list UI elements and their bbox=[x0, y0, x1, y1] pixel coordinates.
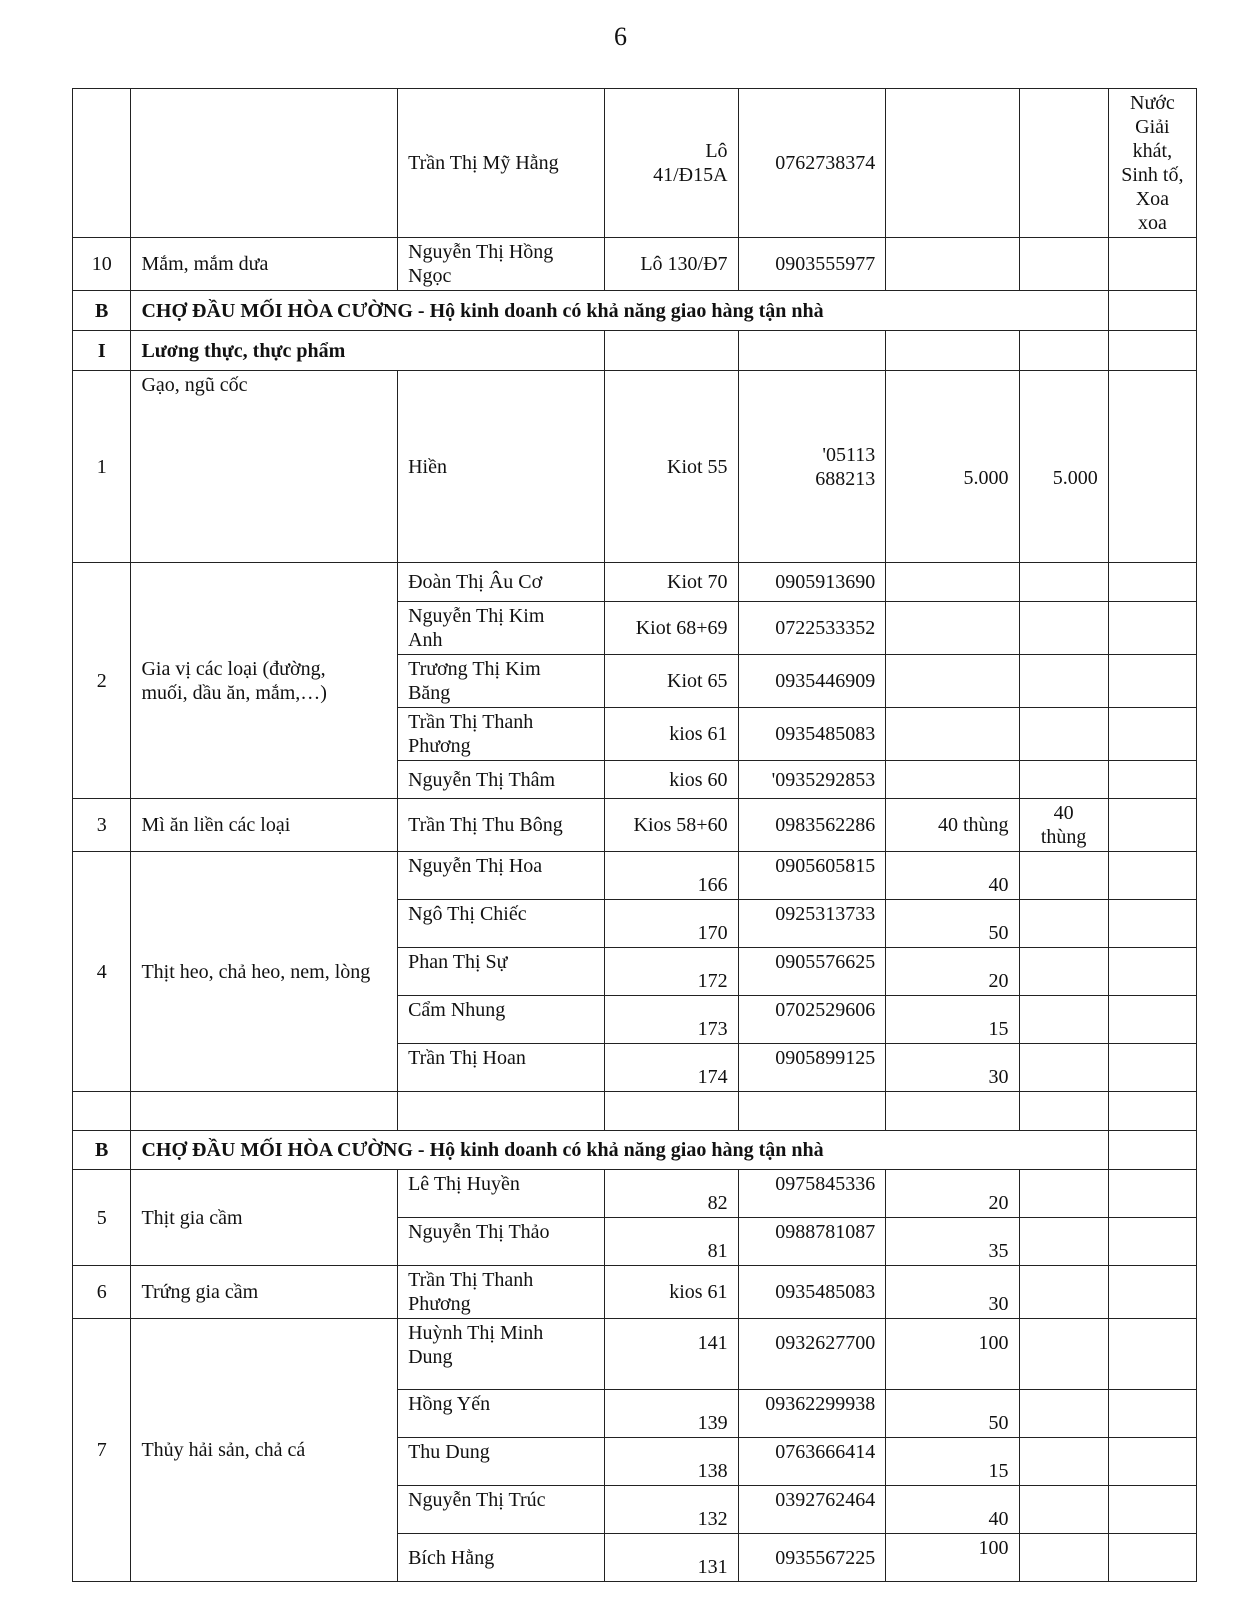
vendor-name: Cẩm Nhung bbox=[398, 996, 605, 1044]
vendor-location: 82 bbox=[605, 1170, 738, 1218]
vendor-phone: 0925313733 bbox=[738, 900, 886, 948]
vendor-name: Huỳnh Thị Minh Dung bbox=[398, 1319, 605, 1390]
vendor-location: 81 bbox=[605, 1218, 738, 1266]
table-row bbox=[73, 371, 1197, 563]
vendor-phone: 0905913690 bbox=[738, 563, 886, 602]
vendor-quantity: 40 bbox=[886, 852, 1019, 900]
section-header bbox=[73, 291, 1197, 331]
vendor-name: Hồng Yến bbox=[398, 1390, 605, 1438]
vendor-location: Kiot 65 bbox=[605, 655, 738, 708]
vendor-location: kios 61 bbox=[605, 1266, 738, 1319]
table-row bbox=[73, 1266, 1197, 1319]
vendor-phone: 0988781087 bbox=[738, 1218, 886, 1266]
vendor-quantity: 50 bbox=[886, 900, 1019, 948]
vendor-location: Kiot 55 bbox=[605, 371, 738, 563]
vendor-phone: '05113 688213 bbox=[738, 371, 886, 563]
vendor-quantity: 40 thùng bbox=[886, 799, 1019, 852]
vendor-location: 174 bbox=[605, 1044, 738, 1092]
vendor-location: 138 bbox=[605, 1438, 738, 1486]
section-code: B bbox=[73, 1131, 131, 1170]
vendor-name: Nguyễn Thị Thảo bbox=[398, 1218, 605, 1266]
vendor-name: Bích Hằng bbox=[398, 1534, 605, 1582]
table-row bbox=[73, 852, 1197, 900]
table-row bbox=[73, 1319, 1197, 1390]
vendor-phone: 0935567225 bbox=[738, 1534, 886, 1582]
vendor-location: 132 bbox=[605, 1486, 738, 1534]
vendor-location: 170 bbox=[605, 900, 738, 948]
row-number: 6 bbox=[73, 1266, 131, 1319]
vendor-location: kios 60 bbox=[605, 761, 738, 799]
item-category: Thịt gia cầm bbox=[131, 1170, 398, 1266]
vendor-phone: 0975845336 bbox=[738, 1170, 886, 1218]
vendor-location: 173 bbox=[605, 996, 738, 1044]
vendor-quantity: 100 bbox=[886, 1534, 1019, 1582]
vendor-phone: 0932627700 bbox=[738, 1319, 886, 1390]
vendor-name: Lê Thị Huyền bbox=[398, 1170, 605, 1218]
vendor-phone: 0702529606 bbox=[738, 996, 886, 1044]
vendor-phone: '0935292853 bbox=[738, 761, 886, 799]
vendor-name: Hiền bbox=[398, 371, 605, 563]
vendor-name: Trần Thị Thanh Phương bbox=[398, 1266, 605, 1319]
vendor-name: Trần Thị Thu Bông bbox=[398, 799, 605, 852]
vendor-quantity: 100 bbox=[886, 1319, 1019, 1390]
row-number: 3 bbox=[73, 799, 131, 852]
vendor-location: Kios 58+60 bbox=[605, 799, 738, 852]
vendor-phone: 0935446909 bbox=[738, 655, 886, 708]
vendor-location: Kiot 70 bbox=[605, 563, 738, 602]
table-row bbox=[73, 1170, 1197, 1218]
vendor-name: Đoàn Thị Âu Cơ bbox=[398, 563, 605, 602]
vendor-phone: 0722533352 bbox=[738, 602, 886, 655]
vendor-location: 139 bbox=[605, 1390, 738, 1438]
row-number: 1 bbox=[73, 371, 131, 563]
vendor-location: Kiot 68+69 bbox=[605, 602, 738, 655]
vendor-quantity: 35 bbox=[886, 1218, 1019, 1266]
item-category: Thủy hải sản, chả cá bbox=[131, 1319, 398, 1582]
item-category: Thịt heo, chả heo, nem, lòng bbox=[131, 852, 398, 1092]
table-row bbox=[73, 238, 1197, 291]
vendor-phone: 0983562286 bbox=[738, 799, 886, 852]
vendor-location: 141 bbox=[605, 1319, 738, 1390]
item-category: Trứng gia cầm bbox=[131, 1266, 398, 1319]
row-number: 7 bbox=[73, 1319, 131, 1582]
vendor-phone: 0935485083 bbox=[738, 708, 886, 761]
vendor-quantity-2: 5.000 bbox=[1019, 371, 1108, 563]
vendor-quantity: 40 bbox=[886, 1486, 1019, 1534]
table-row bbox=[73, 799, 1197, 852]
vendor-location: 172 bbox=[605, 948, 738, 996]
section-header bbox=[73, 331, 1197, 371]
supplier-table bbox=[72, 88, 1197, 1582]
vendor-name: Trần Thị Thanh Phương bbox=[398, 708, 605, 761]
vendor-name: Nguyễn Thị Hồng Ngọc bbox=[398, 238, 605, 291]
vendor-name: Nguyễn Thị Kim Anh bbox=[398, 602, 605, 655]
vendor-phone: 0905576625 bbox=[738, 948, 886, 996]
item-category: Gia vị các loại (đường, muối, dầu ăn, mắm,…) bbox=[131, 563, 398, 799]
vendor-quantity: 30 bbox=[886, 1044, 1019, 1092]
vendor-name: Trần Thị Mỹ Hằng bbox=[398, 89, 605, 238]
item-category: Gạo, ngũ cốc bbox=[131, 371, 398, 563]
vendor-phone: 0905899125 bbox=[738, 1044, 886, 1092]
vendor-location: Lô 41/Đ15A bbox=[605, 89, 738, 238]
table-row bbox=[73, 563, 1197, 602]
vendor-location: 166 bbox=[605, 852, 738, 900]
vendor-name: Trần Thị Hoan bbox=[398, 1044, 605, 1092]
section-title: Lương thực, thực phẩm bbox=[131, 331, 605, 371]
row-number: 10 bbox=[73, 238, 131, 291]
vendor-location: 131 bbox=[605, 1534, 738, 1582]
vendor-name: Nguyễn Thị Thâm bbox=[398, 761, 605, 799]
vendor-quantity: 20 bbox=[886, 1170, 1019, 1218]
row-number: 5 bbox=[73, 1170, 131, 1266]
vendor-quantity: 20 bbox=[886, 948, 1019, 996]
vendor-location: Lô 130/Đ7 bbox=[605, 238, 738, 291]
vendor-phone: 0763666414 bbox=[738, 1438, 886, 1486]
vendor-name: Nguyễn Thị Trúc bbox=[398, 1486, 605, 1534]
vendor-quantity: 5.000 bbox=[886, 371, 1019, 563]
vendor-location: kios 61 bbox=[605, 708, 738, 761]
vendor-name: Trương Thị Kim Băng bbox=[398, 655, 605, 708]
vendor-phone: 0935485083 bbox=[738, 1266, 886, 1319]
row-number: 2 bbox=[73, 563, 131, 799]
vendor-phone: 0762738374 bbox=[738, 89, 886, 238]
vendor-phone: 09362299938 bbox=[738, 1390, 886, 1438]
vendor-name: Thu Dung bbox=[398, 1438, 605, 1486]
section-title: CHỢ ĐẦU MỐI HÒA CƯỜNG - Hộ kinh doanh có khả năng giao hàng tận nhà bbox=[131, 1131, 1108, 1170]
vendor-name: Ngô Thị Chiếc bbox=[398, 900, 605, 948]
item-category: Mắm, mắm dưa bbox=[131, 238, 398, 291]
vendor-quantity: 50 bbox=[886, 1390, 1019, 1438]
vendor-name: Phan Thị Sự bbox=[398, 948, 605, 996]
table-row bbox=[73, 89, 1197, 238]
row-number: 4 bbox=[73, 852, 131, 1092]
vendor-phone: 0392762464 bbox=[738, 1486, 886, 1534]
section-code: B bbox=[73, 291, 131, 331]
vendor-quantity: 15 bbox=[886, 1438, 1019, 1486]
vendor-note: Nước Giải khát, Sinh tố, Xoa xoa bbox=[1108, 89, 1196, 238]
vendor-quantity-2: 40 thùng bbox=[1019, 799, 1108, 852]
vendor-phone: 0905605815 bbox=[738, 852, 886, 900]
vendor-name: Nguyễn Thị Hoa bbox=[398, 852, 605, 900]
vendor-quantity: 15 bbox=[886, 996, 1019, 1044]
section-title: CHỢ ĐẦU MỐI HÒA CƯỜNG - Hộ kinh doanh có khả năng giao hàng tận nhà bbox=[131, 291, 1108, 331]
section-code: I bbox=[73, 331, 131, 371]
vendor-quantity: 30 bbox=[886, 1266, 1019, 1319]
page-number: 6 bbox=[614, 22, 627, 51]
vendor-phone: 0903555977 bbox=[738, 238, 886, 291]
item-category: Mì ăn liền các loại bbox=[131, 799, 398, 852]
empty-row bbox=[73, 1092, 1197, 1131]
section-header bbox=[73, 1131, 1197, 1170]
